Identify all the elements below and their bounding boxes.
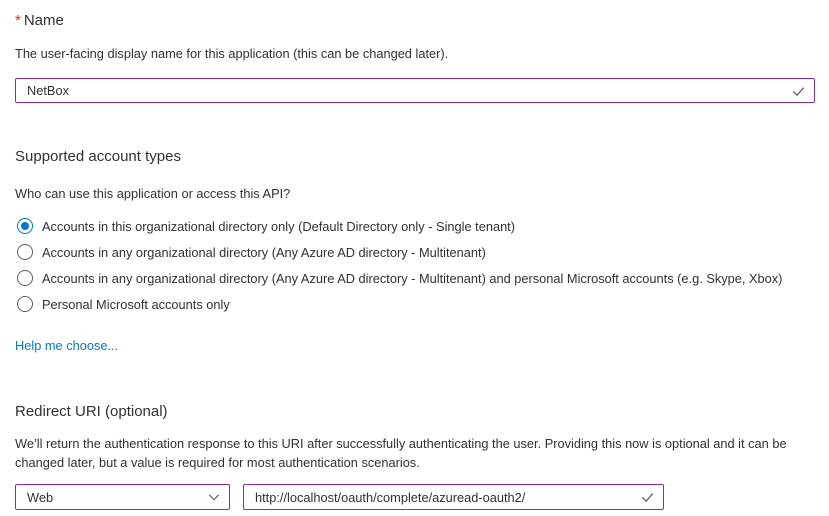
required-asterisk: * (15, 12, 21, 29)
radio-option-label: Accounts in any organizational directory (Any Azure AD directory - Multitenant) and personal Microsoft accounts (e.g. Skype, Xbox) (42, 270, 783, 286)
redirect-uri-input[interactable] (243, 484, 664, 510)
radio-option-multitenant[interactable] (15, 239, 815, 265)
account-types-section-title: Supported account types (15, 148, 181, 165)
radio-selected-icon[interactable] (17, 218, 33, 234)
name-input[interactable] (15, 78, 815, 103)
name-section-title (15, 11, 815, 31)
radio-unselected-icon[interactable] (17, 296, 33, 312)
name-title-text: Name (23, 12, 64, 29)
name-description: The user-facing display name for this application (this can be changed later). (15, 46, 449, 61)
platform-select-wrap (15, 484, 230, 510)
account-types-radio-group (15, 213, 815, 317)
radio-option-personal-only[interactable] (15, 291, 815, 317)
radio-option-multitenant-personal[interactable] (15, 265, 815, 291)
radio-option-label: Accounts in any organizational directory (Any Azure AD directory - Multitenant) (42, 244, 486, 260)
redirect-uri-description: We’ll return the authentication response to this URI after successfully authenticating the user. Providing this now is optional and it can be changed later, but a value is required for most authentication scenarios. (15, 436, 787, 470)
redirect-uri-section-title: Redirect URI (optional) (15, 403, 168, 420)
radio-unselected-icon[interactable] (17, 244, 33, 260)
account-types-question: Who can use this application or access this API? (15, 186, 291, 201)
platform-select-value: Web (27, 489, 54, 505)
name-input-wrap (15, 78, 815, 103)
radio-option-single-tenant[interactable] (15, 213, 815, 239)
radio-unselected-icon[interactable] (17, 270, 33, 286)
radio-option-label: Accounts in this organizational directory only (Default Directory only - Single tenant) (42, 218, 515, 234)
platform-select[interactable] (15, 484, 230, 510)
redirect-uri-input-wrap (243, 484, 664, 510)
redirect-uri-row (15, 484, 815, 510)
help-me-choose-link[interactable]: Help me choose... (15, 338, 119, 353)
app-registration-form (0, 11, 829, 510)
radio-option-label: Personal Microsoft accounts only (42, 296, 230, 312)
